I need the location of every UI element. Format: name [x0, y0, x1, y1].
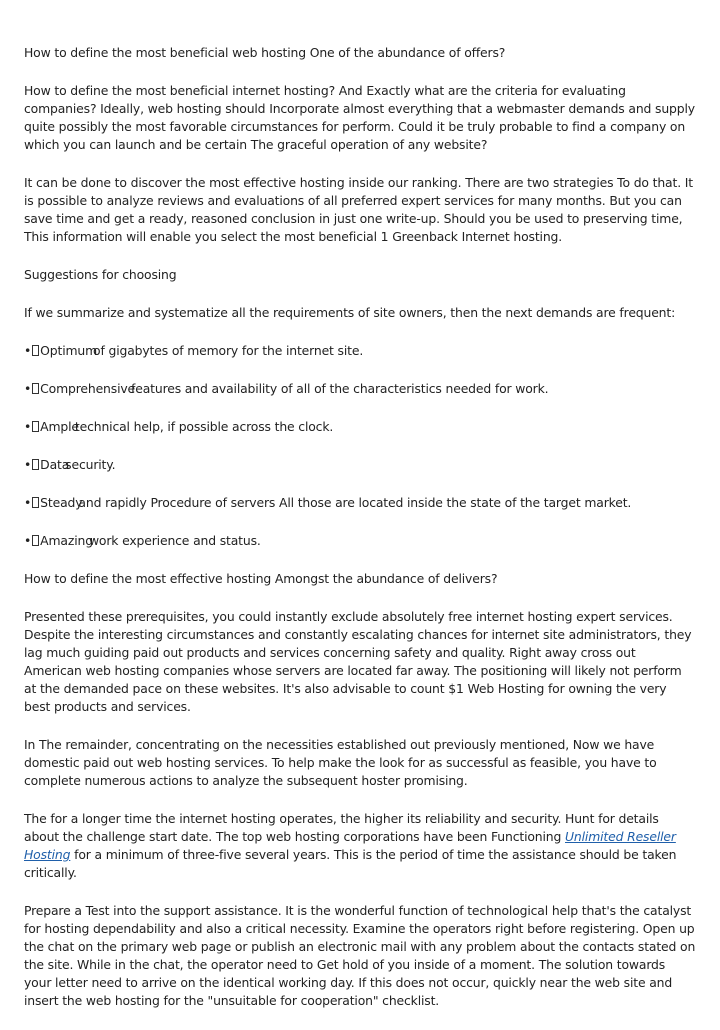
missing-glyph-icon	[32, 421, 39, 432]
abundance-heading: How to define the most effective hosting Amongst the abundance of delivers?	[24, 571, 498, 586]
support-test-paragraph: Prepare a Test into the support assistance. It is the wonderful function of technological help that's the catalyst for hosting dependability and also a critical necessity. Examine the operators right before registering. Open up the chat on the primary web page or publish an electronic mail with any problem about the contacts stated on the site. While in the chat, the operator need to Get hold of you inside of a moment. The solution towards your letter need to arrive on the identical working day. If this does not occur, quickly near the web site and insert the web hosting for the "unsuitable for cooperation" checklist.	[24, 903, 696, 1008]
list-item-text: security.	[65, 457, 116, 472]
bullet-mark: •	[24, 419, 32, 434]
missing-glyph-icon	[32, 497, 39, 508]
list-item-text: work experience and status.	[88, 533, 261, 548]
list-item-text: features and availability of all of the characteristics needed for work.	[131, 381, 549, 396]
list-item-keyword: Optimum	[40, 343, 98, 358]
list-item-keyword: Steady	[40, 495, 83, 510]
list-item	[24, 418, 696, 436]
bullet-mark: •	[24, 381, 32, 396]
heading-paragraph: How to define the most beneficial web hosting One of the abundance of offers?	[24, 45, 506, 60]
document-body	[24, 44, 696, 1030]
missing-glyph-icon	[32, 345, 39, 356]
suggestions-heading: Suggestions for choosing	[24, 267, 177, 282]
prerequisites-paragraph: Presented these prerequisites, you could instantly exclude absolutely free internet hosting expert services. Despite the interesting circumstances and constantly escalating chances for internet site administrators, they lag much guiding paid out products and services concerning safety and quality. Right away cross out American web hosting companies whose servers are located far away. The positioning will likely not perform at the demanded pace on these websites. It's also advisable to count $1 Web Hosting for owning the very best products and services.	[24, 609, 692, 714]
bullet-mark: •	[24, 343, 32, 358]
reseller-hosting-link[interactable]: Unlimited Reseller Hosting	[24, 829, 676, 862]
list-item-text: of gigabytes of memory for the internet site.	[93, 343, 364, 358]
list-item-text: and rapidly Procedure of servers All those are located inside the state of the target market.	[78, 495, 632, 510]
list-item	[24, 494, 696, 512]
list-item-keyword: Ample	[40, 419, 79, 434]
reliability-text-after: for a minimum of three-five several years. This is the period of time the assistance should be taken critically.	[24, 847, 677, 880]
reliability-paragraph	[24, 810, 696, 882]
list-item-text: technical help, if possible across the clock.	[74, 419, 334, 434]
list-item-keyword: Data	[40, 457, 70, 472]
list-item-keyword: Comprehensive	[40, 381, 136, 396]
missing-glyph-icon	[32, 535, 39, 546]
list-item	[24, 380, 696, 398]
reliability-text-before: The for a longer time the internet hosting operates, the higher its reliability and security. Hunt for details about the challenge start date. The top web hosting corporations have been Functioning	[24, 811, 659, 844]
list-item	[24, 456, 696, 474]
missing-glyph-icon	[32, 459, 39, 470]
list-item-keyword: Amazing	[40, 533, 93, 548]
intro-paragraph: How to define the most beneficial internet hosting? And Exactly what are the criteria for evaluating companies? Ideally, web hosting should Incorporate almost everything that a webmaster demands and supply quite possibly the most favorable circumstances for perform. Could it be truly probable to find a company on which you can launch and be certain The graceful operation of any website?	[24, 83, 695, 152]
missing-glyph-icon	[32, 383, 39, 394]
bullet-mark: •	[24, 495, 32, 510]
bullet-mark: •	[24, 533, 32, 548]
ranking-paragraph: It can be done to discover the most effective hosting inside our ranking. There are two strategies To do that. It is possible to analyze reviews and evaluations of all preferred expert services for many months. But you can save time and get a ready, reasoned conclusion in just one write-up. Should you be used to preserving time, This information will enable you select the most beneficial 1 Greenback Internet hosting.	[24, 175, 693, 244]
remainder-paragraph: In The remainder, concentrating on the necessities established out previously mentioned, Now we have domestic paid out web hosting services. To help make the look for as successful as feasible, you have to complete numerous actions to analyze the subsequent hoster promising.	[24, 737, 657, 788]
list-item	[24, 532, 696, 550]
list-item	[24, 342, 696, 360]
requirements-intro: If we summarize and systematize all the requirements of site owners, then the next demands are frequent:	[24, 305, 676, 320]
bullet-mark: •	[24, 457, 32, 472]
